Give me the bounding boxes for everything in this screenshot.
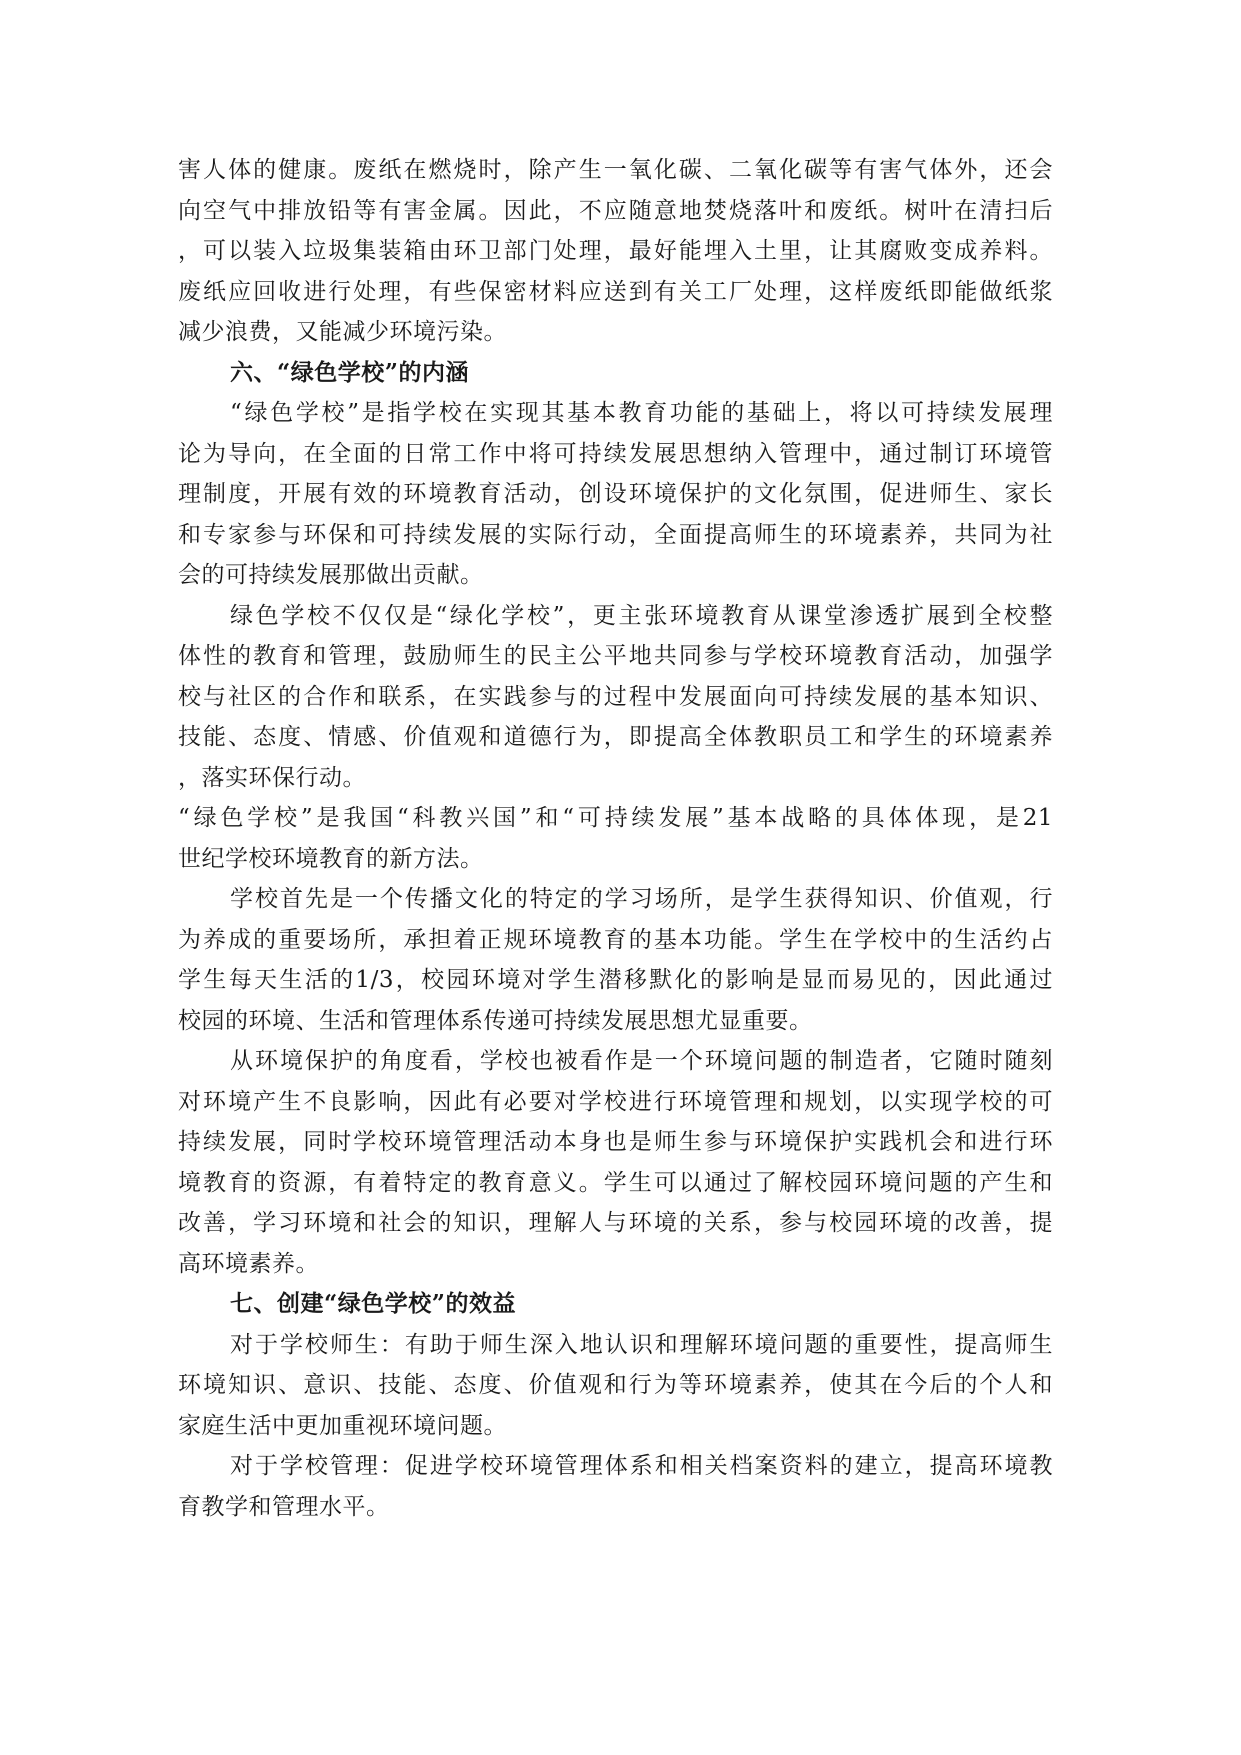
text-line: 对环境产生不良影响，因此有必要对学校进行环境管理和规划，以实现学校的可 xyxy=(178,1088,1053,1115)
text-line: 废纸应回收进行处理，有些保密材料应送到有关工厂处理，这样废纸即能做纸浆 xyxy=(178,278,1053,305)
text-line: 从环境保护的角度看，学校也被看作是一个环境问题的制造者，它随时随刻 xyxy=(230,1048,1053,1074)
document-body xyxy=(178,150,1053,1527)
paragraph-benefits-management xyxy=(178,1446,1053,1527)
text-line: 持续发展，同时学校环境管理活动本身也是师生参与环境保护实践机会和进行环 xyxy=(178,1129,1053,1155)
text-line: 害人体的健康。废纸在燃烧时，除产生一氧化碳、二氧化碳等有害气体外，还会 xyxy=(178,157,1053,183)
text-line: “绿色学校”是指学校在实现其基本教育功能的基础上，将以可持续发展理 xyxy=(230,400,1053,426)
paragraph-green-school-definition xyxy=(178,393,1053,596)
text-line: 校与社区的合作和联系，在实践参与的过程中发展面向可持续发展的基本知识、 xyxy=(178,683,1053,710)
text-line: ，可以装入垃圾集装箱由环卫部门处理，最好能埋入土里，让其腐败变成养料。 xyxy=(178,238,1053,264)
text-line: 体性的教育和管理，鼓励师生的民主公平地共同参与学校环境教育活动，加强学 xyxy=(178,643,1053,669)
text-line: 理制度，开展有效的环境教育活动，创设环境保护的文化氛围，促进师生、家长 xyxy=(178,481,1053,507)
text-line: 减少浪费，又能减少环境污染。 xyxy=(178,319,507,345)
text-line: 对于学校管理：促进学校环境管理体系和相关档案资料的建立，提高环境教 xyxy=(230,1453,1053,1479)
text-line: 世纪学校环境教育的新方法。 xyxy=(178,845,484,872)
text-line: 校园的环境、生活和管理体系传递可持续发展思想尤显重要。 xyxy=(178,1007,813,1034)
paragraph-environmental-protection-view xyxy=(178,1041,1053,1284)
text-line: 育教学和管理水平。 xyxy=(178,1493,390,1520)
text-line: ，落实环保行动。 xyxy=(178,764,366,791)
paragraph-school-as-learning-place xyxy=(178,879,1053,1041)
text-line: 论为导向，在全面的日常工作中将可持续发展思想纳入管理中，通过制订环境管 xyxy=(178,440,1053,467)
paragraph-national-strategy xyxy=(178,798,1053,879)
text-line: 向空气中排放铅等有害金属。因此，不应随意地焚烧落叶和废纸。树叶在清扫后 xyxy=(178,197,1053,224)
text-line: 和专家参与环保和可持续发展的实际行动，全面提高师生的环境素养，共同为社 xyxy=(178,521,1053,548)
text-line: 环境知识、意识、技能、态度、价值观和行为等环境素养，使其在今后的个人和 xyxy=(178,1372,1053,1398)
text-line: 绿色学校不仅仅是“绿化学校”，更主张环境教育从课堂渗透扩展到全校整 xyxy=(230,602,1053,629)
paragraph-waste-burning xyxy=(178,150,1053,353)
section-heading-7: 七、创建“绿色学校”的效益 xyxy=(230,1290,516,1317)
text-line: 会的可持续发展那做出贡献。 xyxy=(178,562,484,588)
section-heading-6: 六、“绿色学校”的内涵 xyxy=(230,358,469,386)
text-line: 对于学校师生：有助于师生深入地认识和理解环境问题的重要性，提高师生 xyxy=(230,1331,1053,1358)
text-line: “绿色学校”是我国“科教兴国”和“可持续发展”基本战略的具体体现，是21 xyxy=(178,805,1053,831)
text-line: 为养成的重要场所，承担着正规环境教育的基本功能。学生在学校中的生活约占 xyxy=(178,926,1053,953)
text-line: 高环境素养。 xyxy=(178,1250,319,1277)
text-line: 学校首先是一个传播文化的特定的学习场所，是学生获得知识、价值观，行 xyxy=(230,886,1053,912)
paragraph-not-only-greening xyxy=(178,596,1053,799)
text-line: 技能、态度、情感、价值观和道德行为，即提高全体教职员工和学生的环境素养 xyxy=(178,724,1053,750)
paragraph-benefits-teachers-students xyxy=(178,1325,1053,1447)
text-line: 境教育的资源，有着特定的教育意义。学生可以通过了解校园环境问题的产生和 xyxy=(178,1169,1053,1196)
text-line: 改善，学习环境和社会的知识，理解人与环境的关系，参与校园环境的改善，提 xyxy=(178,1210,1053,1236)
text-line: 家庭生活中更加重视环境问题。 xyxy=(178,1412,507,1439)
text-line: 学生每天生活的1/3，校园环境对学生潜移默化的影响是显而易见的，因此通过 xyxy=(178,967,1053,993)
